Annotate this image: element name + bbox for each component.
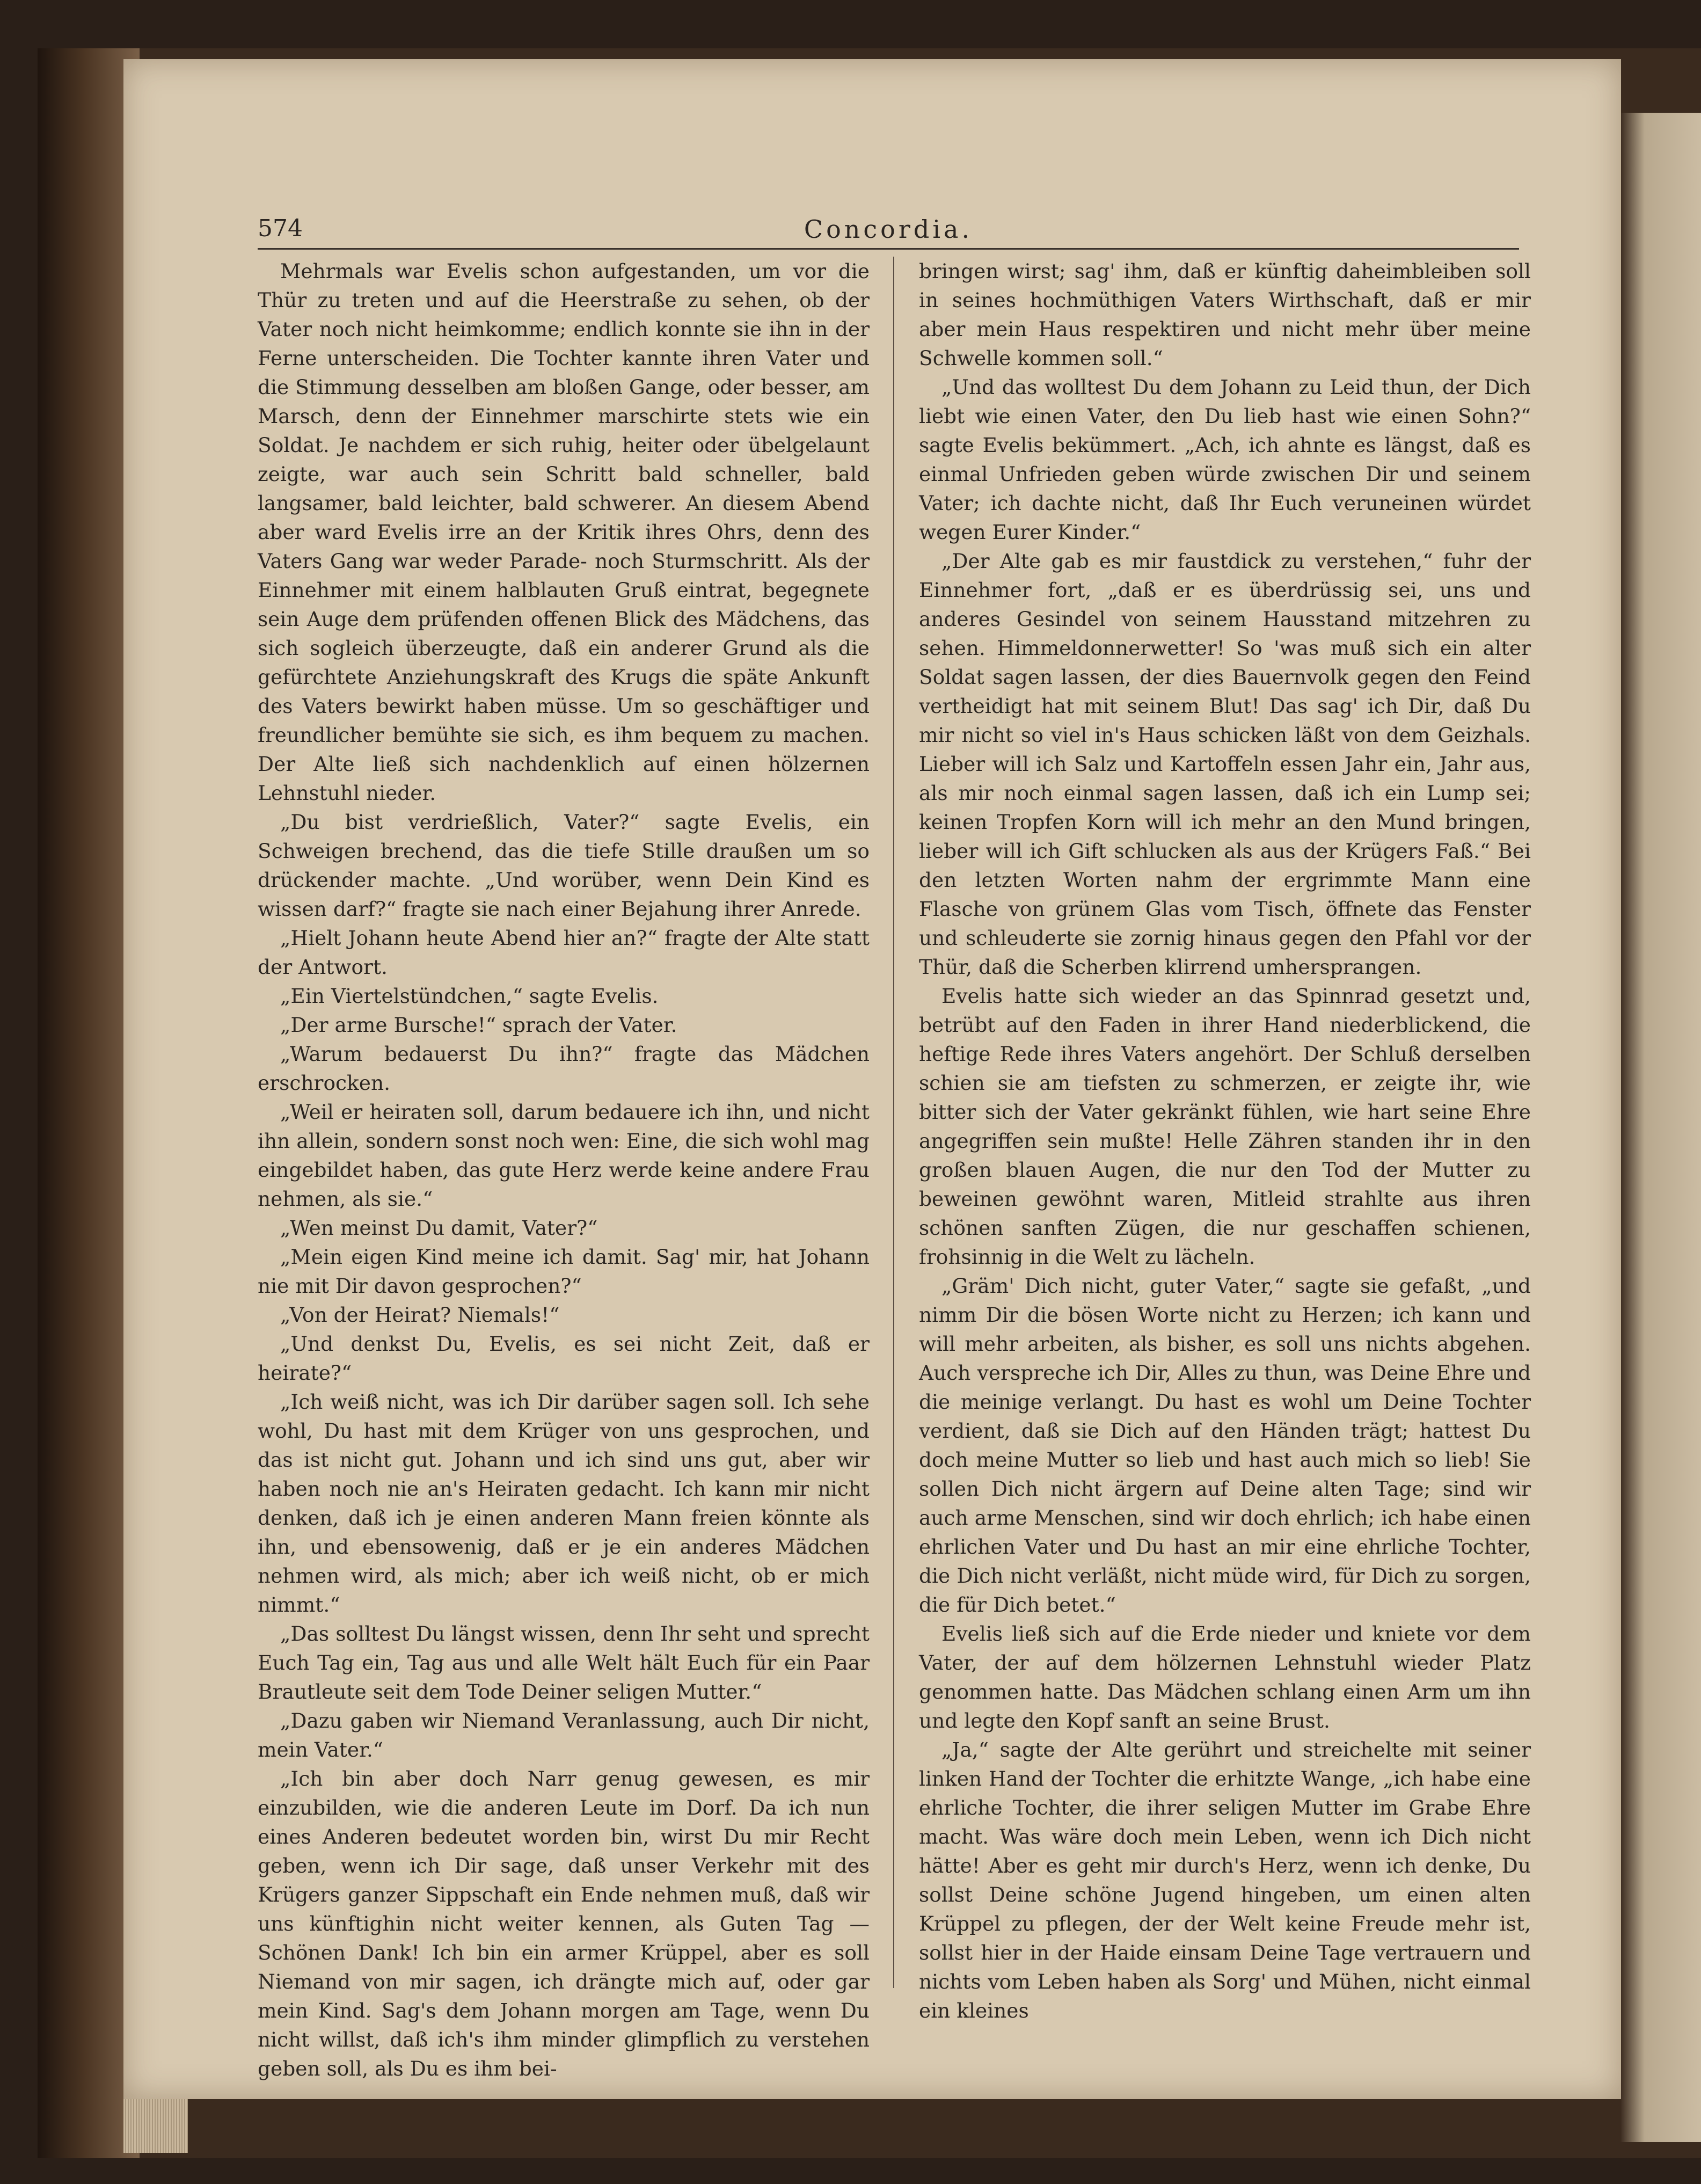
right-column xyxy=(919,257,1531,2022)
paragraph: „Und das wolltest Du dem Johann zu Leid thun, der Dich liebt wie einen Vater, den Du lieb hast wie einen Sohn?“ sagte Evelis bekümmert. „Ach, ich ahnte es längst, daß es einmal Unfrieden geben würde zwischen Dir und seinem Vater; ich dachte nicht, daß Ihr Euch veruneinen würdet wegen Eurer Kinder.“ xyxy=(919,375,1531,544)
paragraph: „Wen meinst Du damit, Vater?“ xyxy=(280,1216,598,1240)
paragraph: bringen wirst; sag' ihm, daß er künftig daheimbleiben soll in seines hochmüthigen Vaters Wirthschaft, daß er mir aber mein Haus respektiren und nicht mehr über meine Schwelle kommen soll.“ xyxy=(919,259,1531,370)
paragraph: „Gräm' Dich nicht, guter Vater,“ sagte sie gefaßt, „und nimm Dir die bösen Worte nicht zu Herzen; ich kann und will mehr arbeiten, als bisher, es soll uns nichts abgehen. Auch verspreche ich Dir, Alles zu thun, was Deine Ehre und die meinige verlangt. Du hast es wohl um Deine Tochter verdient, daß sie Dich auf den Händen trägt; hattest Du doch meine Mutter so lieb und hast auch mich so lieb! Sie sollen Dich nicht ärgern auf Deine alten Tage; sind wir auch arme Menschen, sind wir doch ehrlich; ich habe einen ehrlichen Vater und Du hast an mir eine ehrliche Tochter, die Dich nicht verläßt, nicht müde wird, für Dich zu sorgen, die für Dich betet.“ xyxy=(919,1274,1531,1617)
page-header xyxy=(258,215,1519,247)
paragraph: „Ja,“ sagte der Alte gerührt und streichelte mit seiner linken Hand der Tochter die erhitzte Wange, „ich habe eine ehrliche Tochter, die ihrer seligen Mutter im Grabe Ehre macht. Was wäre doch mein Leben, wenn ich Dich nicht hätte! Aber es geht mir durch's Herz, wenn ich denke, Du sollst Deine schöne Jugend hingeben, um einen alten Krüppel zu pflegen, der der Welt keine Freude mehr ist, sollst hier in der Haide einsam Deine Tage vertrauern und nichts vom Leben haben als Sorg' und Mühen, nicht einmal ein kleines xyxy=(919,1738,1531,2022)
paragraph: Evelis hatte sich wieder an das Spinnrad gesetzt und, betrübt auf den Faden in ihrer Hand niederblickend, die heftige Rede ihres Vaters angehört. Der Schluß derselben schien sie am tiefsten zu schmerzen, er zeigte ihr, wie bitter sich der Vater gekränkt fühlen, wie hart seine Ehre angegriffen sein mußte! Helle Zähren standen ihr in den großen blauen Augen, die nur den Tod der Mutter zu beweinen gewöhnt waren, Mitleid strahlte aus ihren schönen sanften Zügen, die nur geschaffen schienen, frohsinnig in die Welt zu lächeln. xyxy=(919,984,1531,1269)
paragraph: „Weil er heiraten soll, darum bedauere ich ihn, und nicht ihn allein, sondern sonst noch wen: Eine, die sich wohl mag eingebildet haben, das gute Herz werde keine andere Frau nehmen, als sie.“ xyxy=(258,1100,870,1211)
paragraph: „Von der Heirat? Niemals!“ xyxy=(280,1303,560,1327)
running-title: Concordia. xyxy=(804,215,973,244)
page-number: 574 xyxy=(258,215,303,242)
paragraph: „Du bist verdrießlich, Vater?“ sagte Evelis, ein Schweigen brechend, das die tiefe Stille draußen um so drückender machte. „Und worüber, wenn Dein Kind es wissen darf?“ fragte sie nach einer Bejahung ihrer Anrede. xyxy=(258,810,870,921)
facing-page-edge xyxy=(1620,113,1701,2142)
paragraph: „Ein Viertelstündchen,“ sagte Evelis. xyxy=(280,984,659,1008)
paragraph: „Der Alte gab es mir faustdick zu verstehen,“ fuhr der Einnehmer fort, „daß er es überdrüssig sei, uns und anderes Gesindel von seinem Hausstand mitzehren zu sehen. Himmeldonnerwetter! So 'was muß sich ein alter Soldat sagen lassen, der dies Bauernvolk gegen den Feind vertheidigt hat mit seinem Blut! Das sag' ich Dir, daß Du mir nicht so viel in's Haus schicken läßt von dem Geizhals. Lieber will ich Salz und Kartoffeln essen Jahr ein, Jahr aus, als mir noch einmal sagen lassen, daß ich ein Lump sei; keinen Tropfen Korn will ich mehr an den Mund bringen, lieber will ich Gift schlucken als aus der Krügers Faß.“ Bei den letzten Worten nahm der ergrimmte Mann eine Flasche von grünem Glas vom Tisch, öffnete das Fenster und schleuderte sie zornig hinaus gegen den Pfahl vor der Thür, daß die Scherben klirrend umhersprangen. xyxy=(919,549,1531,979)
paragraph: „Hielt Johann heute Abend hier an?“ fragte der Alte statt der Antwort. xyxy=(258,926,870,979)
paragraph: „Das solltest Du längst wissen, denn Ihr seht und sprecht Euch Tag ein, Tag aus und alle Welt hält Euch für ein Paar Brautleute seit dem Tode Deiner seligen Mutter.“ xyxy=(258,1622,870,1703)
paragraph: „Mein eigen Kind meine ich damit. Sag' mir, hat Johann nie mit Dir davon gesprochen?“ xyxy=(258,1245,870,1298)
paragraph: „Ich weiß nicht, was ich Dir darüber sagen soll. Ich sehe wohl, Du hast mit dem Krüger von uns gesprochen, und das ist nicht gut. Johann und ich sind uns gut, aber wir haben noch nie an's Heiraten gedacht. Ich kann mir nicht denken, daß ich je einen anderen Mann freien könnte als ihn, und ebensowenig, daß er je ein anderes Mädchen nehmen wird, als mich; aber ich weiß nicht, ob er mich nimmt.“ xyxy=(258,1390,870,1617)
paragraph: Evelis ließ sich auf die Erde nieder und kniete vor dem Vater, der auf dem hölzernen Lehnstuhl wieder Platz genommen hatte. Das Mädchen schlang einen Arm um ihn und legte den Kopf sanft an seine Brust. xyxy=(919,1622,1531,1732)
paragraph: „Der arme Bursche!“ sprach der Vater. xyxy=(280,1013,677,1037)
column-divider xyxy=(893,257,894,1988)
paragraph: „Dazu gaben wir Niemand Veranlassung, auch Dir nicht, mein Vater.“ xyxy=(258,1709,870,1761)
header-rule xyxy=(258,248,1519,250)
left-column xyxy=(258,257,870,2080)
paragraph: Mehrmals war Evelis schon aufgestanden, um vor die Thür zu treten und auf die Heerstraße zu sehen, ob der Vater noch nicht heimkomme; endlich konnte sie ihn in der Ferne unterscheiden. Die Tochter kannte ihren Vater und die Stimmung desselben am bloßen Gange, oder besser, am Marsch, denn der Einnehmer marschirte stets wie ein Soldat. Je nachdem er sich ruhig, heiter oder übelgelaunt zeigte, war auch sein Schritt bald schneller, bald langsamer, bald leichter, bald schwerer. An diesem Abend aber ward Evelis irre an der Kritik ihres Ohrs, denn des Vaters Gang war weder Parade- noch Sturmschritt. Als der Einnehmer mit einem halblauten Gruß eintrat, begegnete sein Auge dem prüfenden offenen Blick des Mädchens, das sich sogleich überzeugte, daß ein anderer Grund als die gefürchtete Anziehungskraft des Krugs die späte Ankunft des Vaters bewirkt haben müsse. Um so geschäftiger und freundlicher bemühte sie sich, es ihm bequem zu machen. Der Alte ließ sich nachdenklich auf einen hölzernen Lehnstuhl nieder. xyxy=(258,259,870,805)
paragraph: „Ich bin aber doch Narr genug gewesen, es mir einzubilden, wie die anderen Leute im Dorf. Da ich nun eines Anderen bedeutet worden bin, wirst Du mir Recht geben, wenn ich Dir sage, daß unser Verkehr mit des Krügers ganzer Sippschaft ein Ende nehmen muß, daß wir uns künftighin nicht weiter kennen, als Guten Tag — Schönen Dank! Ich bin ein armer Krüppel, aber es soll Niemand von mir sagen, ich drängte mich auf, oder gar mein Kind. Sag's dem Johann morgen am Tage, wenn Du nicht willst, daß ich's ihm minder glimpflich zu verstehen geben soll, als Du es ihm bei- xyxy=(258,1767,870,2080)
paragraph: „Und denkst Du, Evelis, es sei nicht Zeit, daß er heirate?“ xyxy=(258,1332,870,1385)
paragraph: „Warum bedauerst Du ihn?“ fragte das Mädchen erschrocken. xyxy=(258,1042,870,1095)
